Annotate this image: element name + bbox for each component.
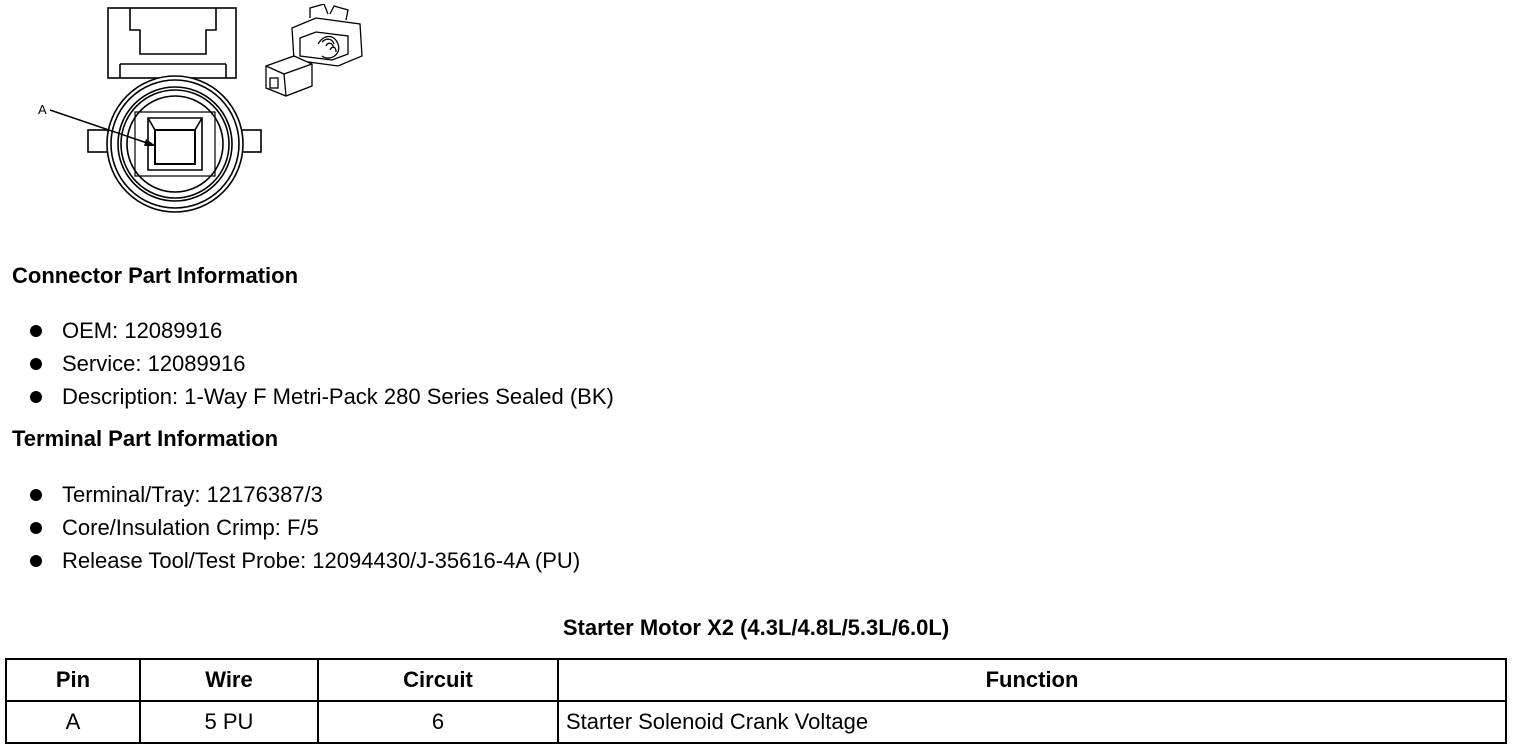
cell-pin: A xyxy=(6,701,140,743)
oem-part-number: OEM: 12089916 xyxy=(62,318,223,343)
list-item xyxy=(28,347,614,380)
table-row xyxy=(6,701,1506,743)
column-header-function: Function xyxy=(558,659,1506,701)
table-header-row xyxy=(6,659,1506,701)
column-header-pin: Pin xyxy=(6,659,140,701)
connector-illustration xyxy=(30,4,380,218)
column-header-wire: Wire xyxy=(140,659,318,701)
pin-table-title: Starter Motor X2 (4.3L/4.8L/5.3L/6.0L) xyxy=(562,615,950,640)
terminal-tray: Terminal/Tray: 12176387/3 xyxy=(62,482,323,507)
callout-label-a: A xyxy=(38,102,47,117)
terminal-part-info-list xyxy=(28,478,580,577)
bullet-icon xyxy=(30,489,42,501)
connector-part-info-list xyxy=(28,314,614,413)
release-tool-test-probe: Release Tool/Test Probe: 12094430/J-35616-4A (PU) xyxy=(62,548,581,573)
list-item xyxy=(28,314,614,347)
connector-part-info-heading: Connector Part Information xyxy=(12,263,299,288)
list-item xyxy=(28,544,580,577)
cell-function: Starter Solenoid Crank Voltage xyxy=(558,701,1506,743)
bullet-icon xyxy=(30,555,42,567)
list-item xyxy=(28,380,614,413)
pin-table xyxy=(5,658,1507,744)
connector-iso-view xyxy=(266,4,362,96)
bullet-icon xyxy=(30,358,42,370)
core-insulation-crimp: Core/Insulation Crimp: F/5 xyxy=(62,515,319,540)
cell-wire: 5 PU xyxy=(140,701,318,743)
bullet-icon xyxy=(30,522,42,534)
column-header-circuit: Circuit xyxy=(318,659,558,701)
bullet-icon xyxy=(30,391,42,403)
list-item xyxy=(28,511,580,544)
bullet-icon xyxy=(30,325,42,337)
connector-face-view xyxy=(88,8,261,212)
terminal-part-info-heading: Terminal Part Information xyxy=(12,426,279,451)
cell-circuit: 6 xyxy=(318,701,558,743)
list-item xyxy=(28,478,580,511)
connector-description: Description: 1-Way F Metri-Pack 280 Series Sealed (BK) xyxy=(62,384,614,409)
service-part-number: Service: 12089916 xyxy=(62,351,246,376)
